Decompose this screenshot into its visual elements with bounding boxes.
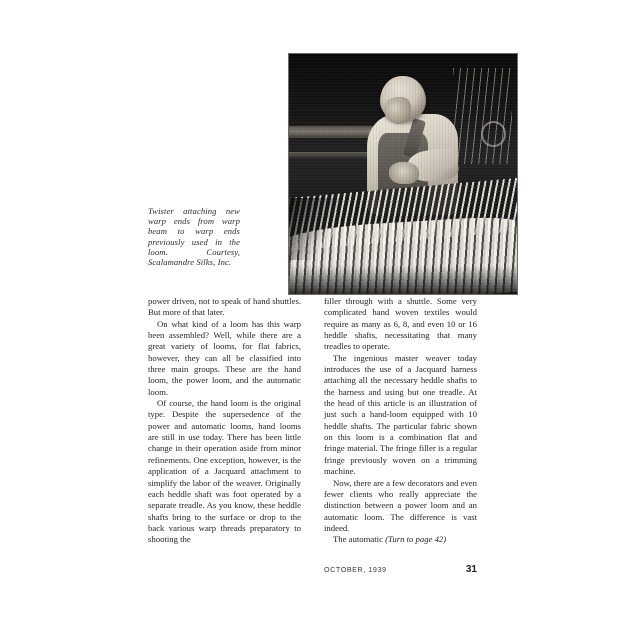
photo-left-shadow: [289, 198, 339, 260]
body-column-right: [324, 296, 477, 546]
paragraph: filler through with a shuttle. Some very complicated hand woven textiles would require as many as 6, 8, and even 10 or 16 heddle shafts, necessitating that many treadles to operate.: [324, 296, 477, 352]
photo-caption: Twister attaching new warp ends from warp beam to warp ends previously used in the loom. Courtesy, Scalamandre Silks, Inc.: [148, 206, 240, 268]
photo-bottom-shadow: [289, 265, 517, 294]
turn-to-page-note[interactable]: (Turn to page 42): [385, 534, 447, 545]
continued-lead-text: The automatic: [333, 534, 383, 545]
paragraph: Now, there are a few decorators and even fewer clients who really appreciate the distinction between a power loom and an automatic loom. The difference is vast indeed.: [324, 477, 477, 533]
footer-page-number: 31: [465, 564, 477, 575]
paragraph: On what kind of a loom has this warp been assembled? Well, while there are a great variety of looms, for flat fabrics, however, they can all be classified into three main groups. These are the hand loom, the power loom, and the automatic loom.: [148, 318, 301, 397]
photo-worker-hand: [389, 162, 419, 184]
paragraph: Of course, the hand loom is the original type. Despite the supersedence of the power and automatic looms, hand looms are still in use today. There has been little change in their operation aside from minor refinements. One exception, however, is the application of a Jacquard attachment to simplify the labor of the weaver. Originally each heddle shaft was foot operated by a separate treadle. As you know, these heddle shafts bring to the surface or drop to the back various warp threads preparatory to shooting the: [148, 398, 301, 545]
continued-paragraph: [324, 534, 477, 545]
photo-hanging-tools: [453, 68, 512, 164]
photo-worker-face: [384, 97, 411, 123]
paragraph: power driven, not to speak of hand shuttles. But more of that later.: [148, 296, 301, 318]
photo-frame: [289, 54, 517, 294]
page-footer: [324, 564, 477, 575]
paragraph: The ingenious master weaver today introduces the use of a Jacquard harness attaching all the necessary heddle shafts to the harness and using but one treadle. At the head of this article is an illustration of just such a hand-loom equipped with 10 heddle shafts. The particular fabric shown on this loom is a combination flat and fringe material. The fringe filler is a regular fringe previously woven on a trimming machine.: [324, 352, 477, 477]
body-column-left: [148, 296, 301, 546]
article-photograph: [289, 54, 517, 294]
footer-issue-date: OCTOBER, 1939: [324, 565, 387, 574]
photo-tool-ring: [481, 121, 506, 147]
